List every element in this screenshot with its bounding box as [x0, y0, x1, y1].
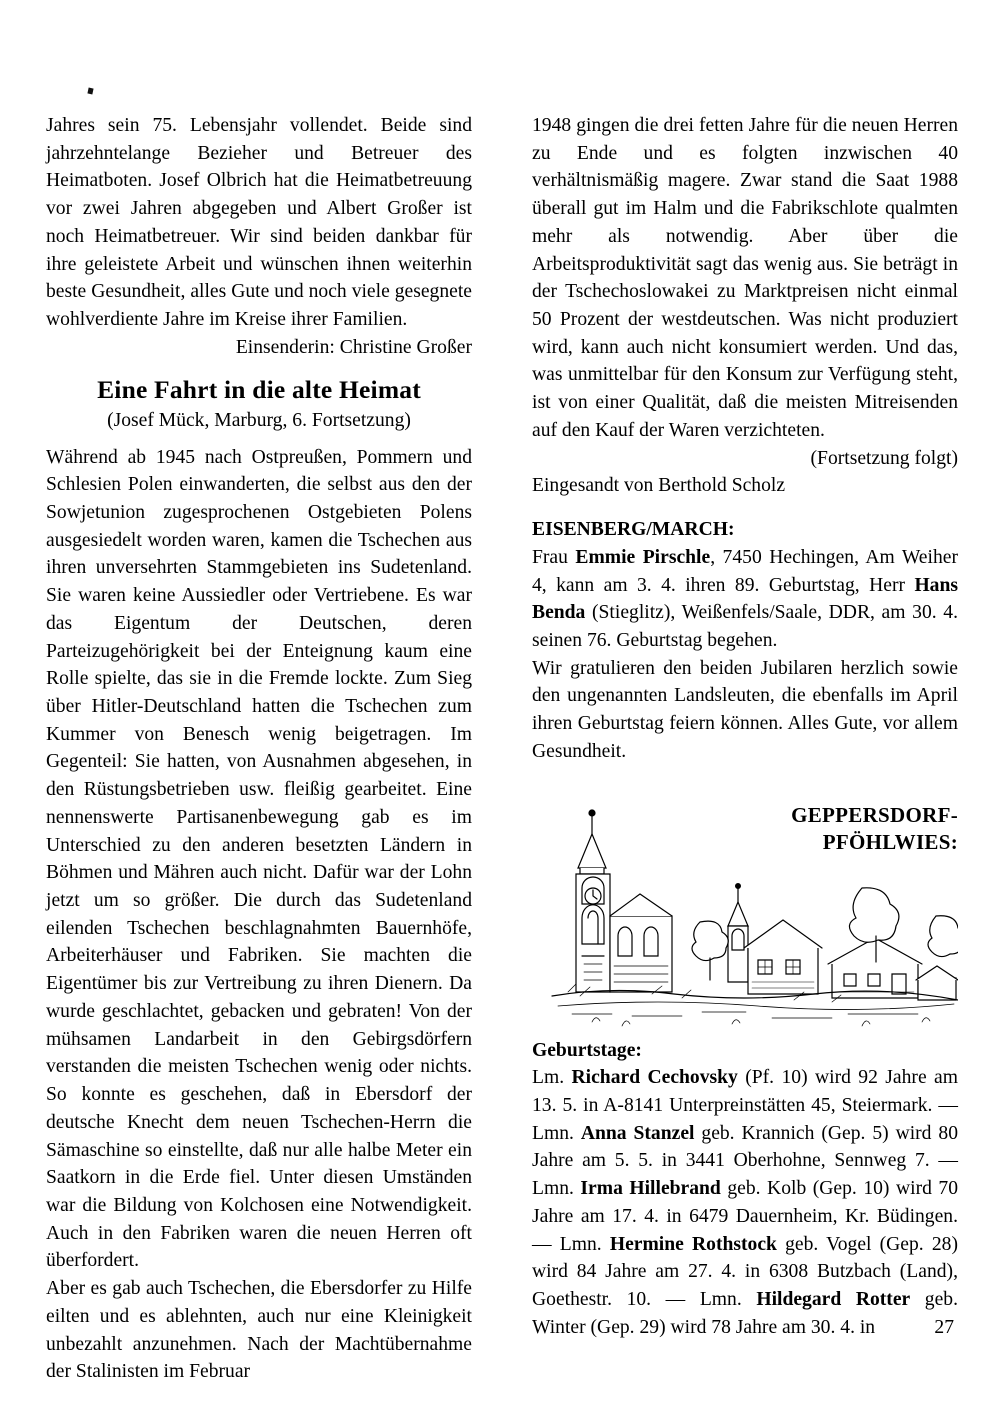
two-column-layout	[46, 112, 958, 1386]
left-column	[46, 112, 472, 1386]
article-body-continued: 1948 gingen die drei fetten Jahre für die neuen Herren zu Ende und es folgten inzwischen 40 verhältnismäßig magere. Zwar stand die Saat 1988 überall gut im Halm und die Fabrikschlote qualmten mehr als notwendig. Aber über die Arbeitsproduktivität sagt das wenig aus. Sie beträgt in der Tschechoslowakei zu Marktpreisen nicht einmal 50 Prozent der westdeutschen. Was nicht produziert wird, kann auch nicht konsumiert werden. Und das, was unmittelbar für den Konsum zur Verfügung steht, ist von einer Qualität, daß die meisten Mitreisenden auf den Kauf der Waren verzichteten.	[532, 115, 958, 441]
section-heading-geppersdorf: GEPPERSDORF-PFÖHLWIES:	[791, 802, 958, 854]
continued-paragraph: Jahres sein 75. Lebensjahr vollendet. Beide sind jahrzehntelange Bezieher und Betreuer des Heimatboten. Josef Olbrich hat die Heimatbetreuung vor zwei Jahren abgegeben und Albert Großer ist noch Heimatbetreuer. Wir sind beiden dankbar für ihre geleistete Arbeit und wünschen ihnen weiterhin beste Gesundheit, alles Gute und noch viele gesegnete wohlverdiente Jahre im Kreise ihrer Familien.	[46, 115, 472, 331]
section-eisenberg-paragraph-1: Frau Emmie Pirschle, 7450 Hechingen, Am Weiher 4, kann am 3. 4. ihren 89. Geburtstag, Herr Hans Benda (Stieglitz), Weißenfels/Saale, DDR, am 30. 4. seinen 76. Geburtstag begehen.	[532, 546, 958, 651]
sender-line: Eingesandt von Berthold Scholz	[532, 475, 786, 497]
right-column	[532, 112, 958, 1386]
article-body-part2: Aber es gab auch Tschechen, die Ebersdorfer zu Hilfe eilten und es ablehnten, auch nur eine Kleinigkeit unbezahlt anzunehmen. Nach der Machtübernahme der Stalinisten im Februar	[46, 1278, 472, 1383]
birthdays-label: Geburtstage:	[532, 1039, 642, 1061]
article-body-part1: Während ab 1945 nach Ostpreußen, Pommern und Schlesien Polen einwanderten, die selbst aus den der Sowjetunion zugesprochenen Ostgebieten Polens ausgesiedelt worden waren, kamen die Tschechen aus ihren unversehrten Stammgebieten ins Sudetenland. Sie waren keine Aussiedler oder Vertriebene. Es war das Eigentum der Deutschen, deren Parteizugehörigkeit bei der Enteignung kaum eine Rolle spielte, das sie in die Fremde lockte. Zum Sieg über Hitler-Deutschland hatten die Tschechen zum Kummer von Benesch wenig beigetragen. Im Gegenteil: Sie hatten, von Ausnahmen abgesehen, in den Rüstungsbetrieben usw. fleißig gearbeitet. Eine nennenswerte Partisanenbewegung gab es im Unterschied zu den anderen besetzten Ländern in Böhmen und Mähren auch nicht. Dafür war der Lohn jetzt um so größer. Die durch das Sudetenland eilenden Tschechen beschlagnahmten Bauernhöfe, Arbeiterhäuser und Fabriken. Sie machten die Eigentümer bis zur Vertreibung zu ihren Dienern. Da wurde geschlachtet, gebacken und gebraten! Von der mühsamen Landarbeit in den Gebirgsdörfern verstanden die meisten Tschechen wenig oder nichts. So konnte es geschehen, daß in Ebersdorf der deutsche Knecht dem neuen Tschechen-Herrn die Sämaschine so einstellte, daß nur alle halbe Meter ein Saatkorn in die Erde fiel. Unter diesen Umständen war die Bildung von Kolchosen eine Notwendigkeit. Auch in den Fabriken waren die neuen Herren oft überfordert.	[46, 446, 472, 1272]
section-eisenberg-paragraph-2: Wir gratulieren den beiden Jubilaren herzlich sowie den ungenannten Landsleuten, die ebenfalls im April ihren Geburtstag feiern können. Alles Gute, vor allem Gesundheit.	[532, 657, 958, 762]
article-title: Eine Fahrt in die alte Heimat	[97, 375, 421, 405]
page-number: 27	[934, 1317, 954, 1338]
continuation-note: (Fortsetzung folgt)	[810, 447, 958, 469]
article-byline: (Josef Mück, Marburg, 6. Fortsetzung)	[107, 410, 411, 432]
submitter-line: Einsenderin: Christine Großer	[235, 336, 472, 358]
section-heading-eisenberg: EISENBERG/MARCH:	[532, 519, 735, 541]
scan-artifact-speck	[87, 88, 93, 95]
birthdays-list: Lm. Richard Cechovsky (Pf. 10) wird 92 Jahre am 13. 5. in A-8141 Unterpreinstätten 45, Steiermark. — Lmn. Anna Stanzel geb. Krannich (Gep. 5) wird 80 Jahre am 5. 5. in 3441 Oberhohne, Sennweg 7. — Lmn. Irma Hillebrand geb. Kolb (Gep. 10) wird 70 Jahre am 17. 4. in 6479 Dauernheim, Kr. Büdingen. — Lmn. Hermine Rothstock geb. Vogel (Gep. 28) wird 84 Jahre am 27. 4. in 6308 Butzbach (Land), Goethestr. 10. — Lmn. Hildegard Rotter geb. Winter (Gep. 29) wird 78 Jahre am 30. 4. in	[532, 1067, 959, 1338]
village-illustration	[532, 796, 958, 1031]
